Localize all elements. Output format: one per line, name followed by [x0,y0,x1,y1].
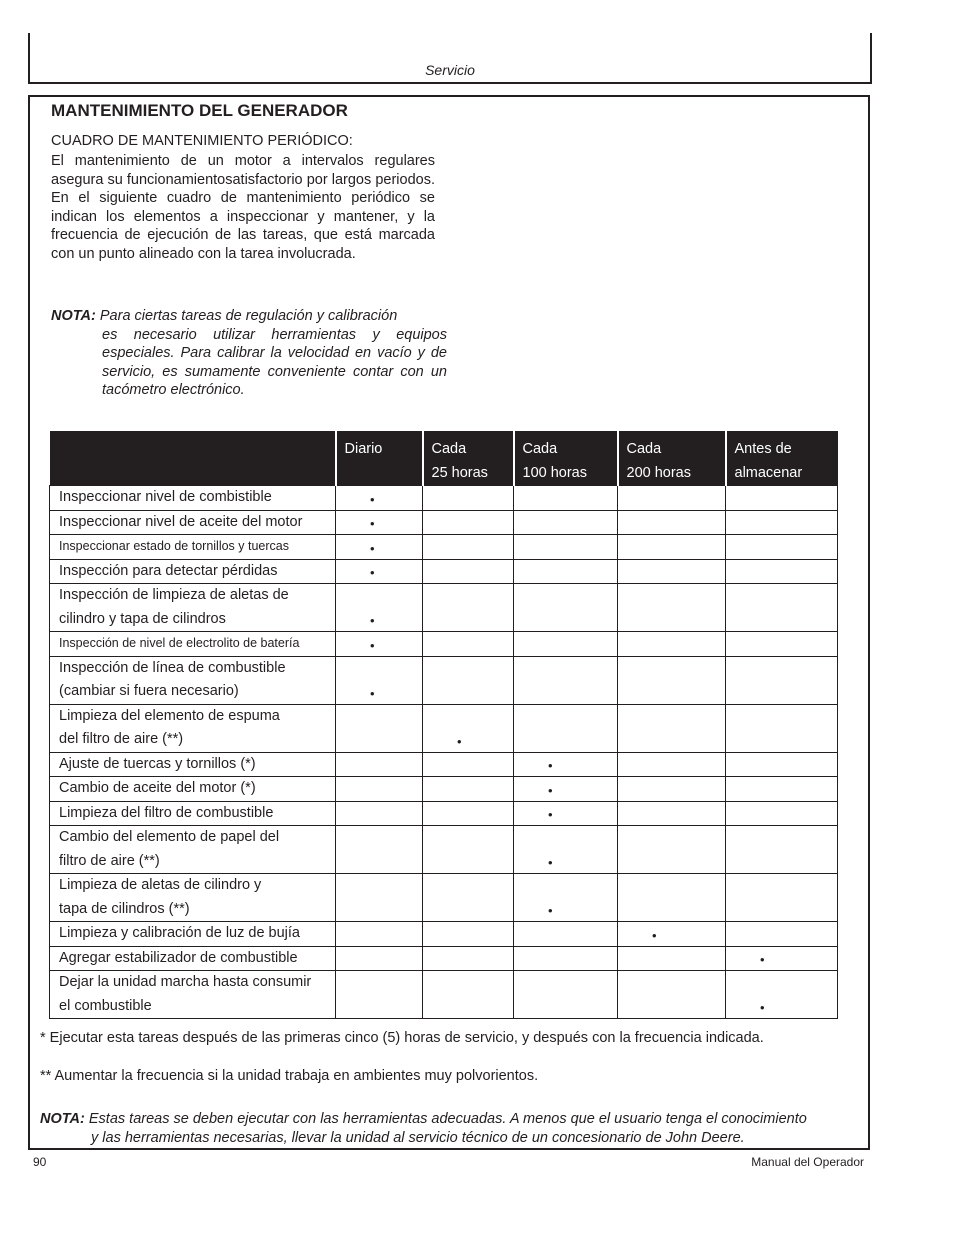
column-header [726,431,838,486]
empty-cell [423,946,514,971]
task-cell [50,922,336,947]
empty-cell [726,801,838,826]
frequency-dot: • [336,510,423,535]
column-header-line1: Cada [431,441,467,457]
intro-paragraph: El mantenimiento de un motor a intervalos regulares asegura su funcionamientosatisfactorio por largos periodos. En el siguiente cuadro de mantenimiento periódico se indican los elementos a inspeccionar y mantener, y la frecuencia de ejecución de las tareas, que está marcada con un punto alineado con la tarea involucrada. [51,153,435,262]
task-cell [50,801,336,826]
table-row [50,559,838,584]
table-row [50,632,838,657]
table-row [50,584,838,632]
table-row [50,922,838,947]
page-heading: MANTENIMIENTO DEL GENERADOR [51,101,348,120]
table-row [50,777,838,802]
empty-cell [726,874,838,922]
empty-cell [423,559,514,584]
empty-cell [726,559,838,584]
table-row [50,486,838,511]
note-label: NOTA: [51,308,96,324]
table-row [50,801,838,826]
empty-cell [618,632,726,657]
frequency-dot: • [618,922,726,947]
note-rest: y las herramientas necesarias, llevar la unidad al servicio técnico de un concesionario de John Deere. [91,1129,745,1146]
note-rest: es necesario utilizar herramientas y equipos especiales. Para calibrar la velocidad en vacío y de servicio, es sumamente conveniente contar con un tacómetro electrónico. [102,326,447,399]
task-cell [50,535,336,560]
task-cell [50,656,336,704]
empty-cell [726,704,838,752]
table-header-row [50,431,838,486]
empty-cell [514,632,618,657]
empty-cell [618,971,726,1019]
table-row [50,752,838,777]
column-header [336,431,423,486]
empty-cell [423,971,514,1019]
manual-title: Manual del Operador [751,1155,864,1169]
frequency-dot: • [514,826,618,874]
column-header-line1: Antes de [734,441,792,457]
column-header [423,431,514,486]
task-line1: Inspección para detectar pérdidas [59,562,278,579]
task-line1: Limpieza del filtro de combustible [59,804,274,821]
task-line2: del filtro de aire (**) [59,731,184,747]
empty-cell [618,826,726,874]
empty-cell [618,486,726,511]
task-line1: Inspección de línea de combustible [59,659,286,676]
empty-cell [423,801,514,826]
task-cell [50,946,336,971]
task-line2: cilindro y tapa de cilindros [59,610,226,627]
note-first-line: Estas tareas se deben ejecutar con las herramientas adecuadas. A menos que el usuario tenga el conocimiento [88,1111,807,1127]
task-line2: filtro de aire (**) [59,852,160,869]
empty-cell [514,946,618,971]
frequency-dot: • [726,946,838,971]
task-cell [50,510,336,535]
empty-cell [336,922,423,947]
table-row [50,971,838,1019]
frequency-dot: • [726,971,838,1019]
note-label: NOTA: [40,1111,85,1127]
frequency-dot: • [336,584,423,632]
empty-cell [726,922,838,947]
empty-cell [726,486,838,511]
empty-cell [618,704,726,752]
empty-cell [336,704,423,752]
task-line1: Cambio de aceite del motor (*) [59,780,256,796]
empty-cell [336,801,423,826]
frequency-dot: • [514,777,618,802]
empty-cell [618,559,726,584]
task-cell [50,559,336,584]
frequency-dot: • [423,704,514,752]
empty-cell [423,777,514,802]
table-body [50,486,838,1019]
column-header [50,431,336,486]
empty-cell [618,874,726,922]
empty-cell [618,801,726,826]
empty-cell [618,752,726,777]
column-header [618,431,726,486]
table-row [50,510,838,535]
empty-cell [423,874,514,922]
column-header-line1: Cada [522,441,558,457]
task-line1: Inspeccionar nivel de aceite del motor [59,513,303,530]
frequency-dot: • [514,752,618,777]
empty-cell [726,826,838,874]
task-line1: Dejar la unidad marcha hasta consumir [59,974,312,990]
task-cell [50,971,336,1019]
empty-cell [726,632,838,657]
column-header-line1: Diario [344,441,383,457]
empty-cell [726,535,838,560]
empty-cell [423,535,514,560]
frequency-dot: • [336,656,423,704]
column-header [514,431,618,486]
empty-cell [423,584,514,632]
frequency-dot: • [514,874,618,922]
task-cell [50,632,336,657]
task-line1: Cambio del elemento de papel del [59,829,280,845]
frequency-dot: • [336,559,423,584]
task-cell [50,486,336,511]
empty-cell [514,584,618,632]
frequency-dot: • [336,535,423,560]
table-row [50,656,838,704]
empty-cell [336,971,423,1019]
empty-cell [726,656,838,704]
empty-cell [514,971,618,1019]
column-header-line2: almacenar [734,465,803,481]
empty-cell [423,486,514,511]
table-row [50,946,838,971]
empty-cell [423,510,514,535]
empty-cell [514,535,618,560]
empty-cell [618,510,726,535]
task-line1: Limpieza del elemento de espuma [59,707,280,724]
empty-cell [514,704,618,752]
empty-cell [423,826,514,874]
intro-title: CUADRO DE MANTENIMIENTO PERIÓDICO: [51,133,353,149]
maintenance-table [49,431,838,1019]
empty-cell [423,922,514,947]
table-row [50,535,838,560]
section-title: Servicio [425,62,475,78]
empty-cell [423,632,514,657]
column-header-line1: Cada [626,441,662,457]
task-line2: el combustible [59,997,152,1014]
task-cell [50,777,336,802]
empty-cell [514,486,618,511]
empty-cell [423,752,514,777]
task-cell [50,874,336,922]
column-header-line2: 100 horas [522,465,587,481]
empty-cell [336,752,423,777]
task-cell [50,704,336,752]
frequency-dot: • [336,632,423,657]
footnote-single-asterisk: * Ejecutar esta tareas después de las primeras cinco (5) horas de servicio, y después con la frecuencia indicada. [40,1030,764,1046]
task-line2: (cambiar si fuera necesario) [59,683,239,699]
table-row [50,874,838,922]
task-line1: Inspección de nivel de electrolito de batería [59,636,300,650]
task-line1: Inspección de limpieza de aletas de [59,587,289,603]
footnote-double-asterisk: ** Aumentar la frecuencia si la unidad trabaja en ambientes muy polvorientos. [40,1068,539,1084]
task-line1: Limpieza de aletas de cilindro y [59,877,262,893]
note-service [40,1110,850,1147]
empty-cell [514,656,618,704]
empty-cell [336,777,423,802]
task-line1: Inspeccionar nivel de combistible [59,489,272,505]
page-number: 90 [33,1155,47,1169]
empty-cell [726,752,838,777]
empty-cell [726,584,838,632]
task-cell [50,826,336,874]
empty-cell [514,559,618,584]
task-line1: Inspeccionar estado de tornillos y tuercas [59,539,289,553]
task-line1: Ajuste de tuercas y tornillos (*) [59,755,256,772]
empty-cell [726,777,838,802]
table-row [50,704,838,752]
task-cell [50,752,336,777]
note-first-line: Para ciertas tareas de regulación y calibración [99,308,398,324]
task-line1: Agregar estabilizador de combustible [59,949,298,966]
empty-cell [514,510,618,535]
table-row [50,826,838,874]
task-line2: tapa de cilindros (**) [59,900,190,917]
empty-cell [618,946,726,971]
note-tools [51,307,447,400]
empty-cell [618,777,726,802]
empty-cell [423,656,514,704]
task-cell [50,584,336,632]
empty-cell [336,874,423,922]
empty-cell [618,535,726,560]
task-line1: Limpieza y calibración de luz de bujía [59,925,300,941]
empty-cell [618,656,726,704]
frequency-dot: • [514,801,618,826]
column-header-line2: 25 horas [431,465,488,481]
column-header-line2: 200 horas [626,465,691,481]
empty-cell [514,922,618,947]
header-frame [28,33,872,84]
frequency-dot: • [336,486,423,511]
empty-cell [336,826,423,874]
empty-cell [336,946,423,971]
empty-cell [618,584,726,632]
empty-cell [726,510,838,535]
